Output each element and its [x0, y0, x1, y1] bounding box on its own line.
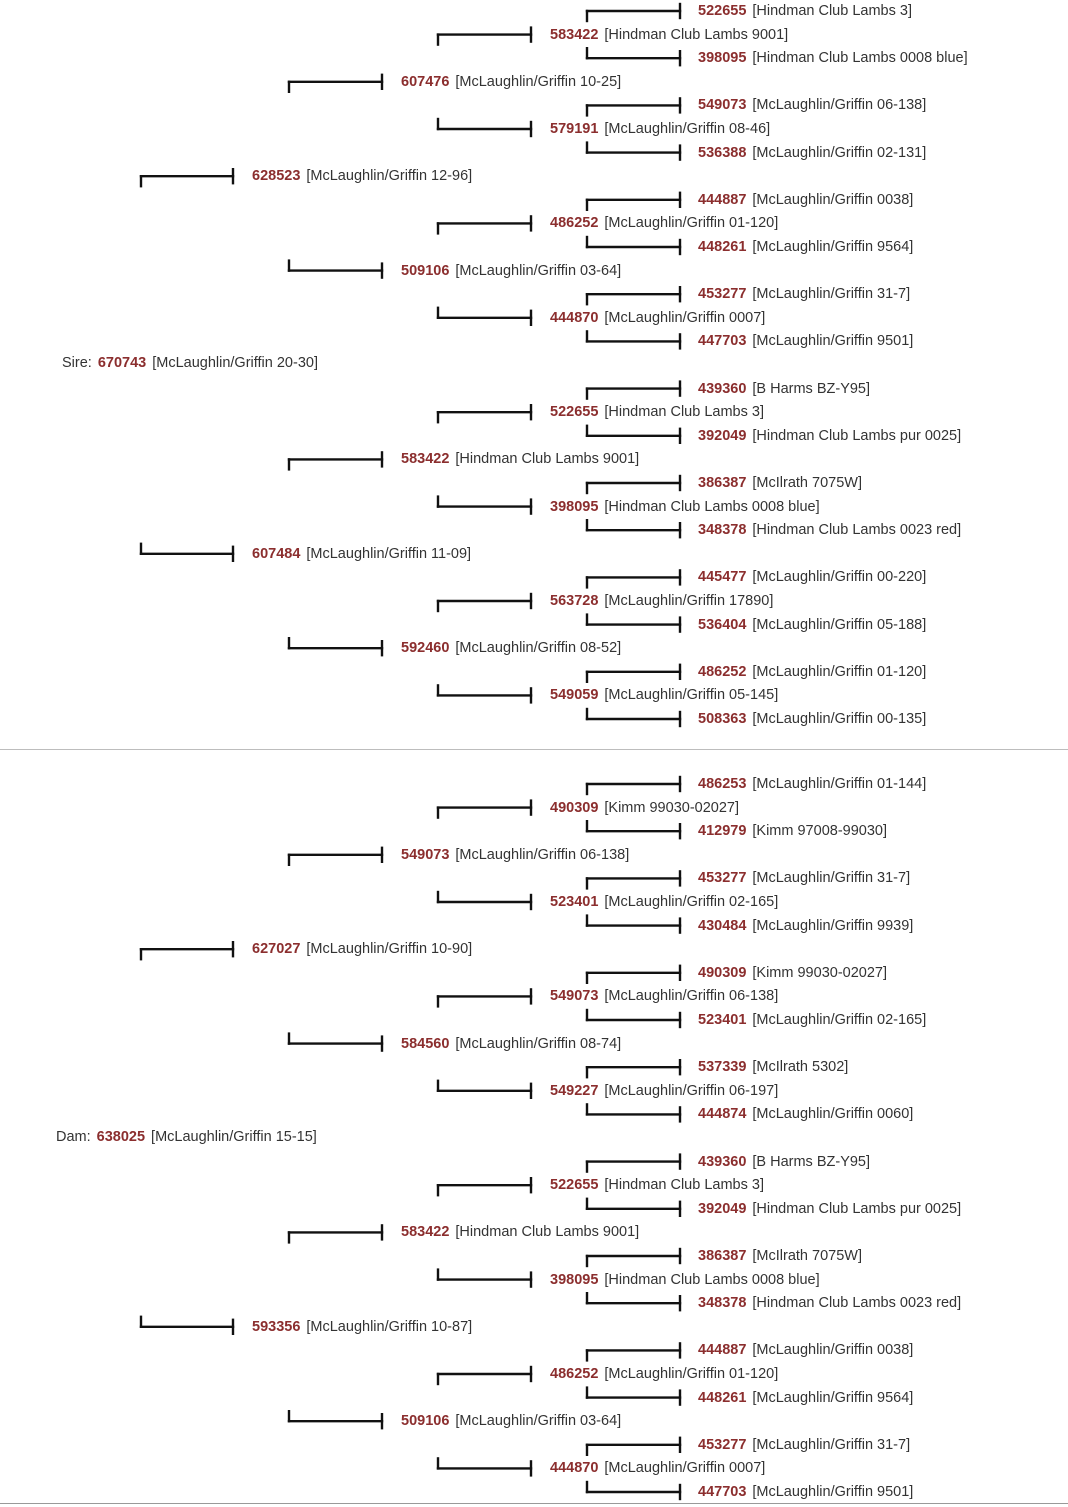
- dam-root: [56, 1127, 317, 1147]
- pedigree-entry: [698, 821, 887, 841]
- animal-name: [McLaughlin/Griffin 08-74]: [455, 1035, 622, 1052]
- pedigree-entry: [550, 986, 778, 1006]
- registration-link[interactable]: 398095: [550, 498, 599, 515]
- animal-name: [McLaughlin/Griffin 9501]: [752, 1484, 914, 1500]
- pedigree-entry: [550, 892, 778, 912]
- registration-link[interactable]: 445477: [698, 569, 747, 586]
- registration-link[interactable]: 398095: [550, 1271, 599, 1288]
- pedigree-entry: [550, 798, 739, 818]
- animal-name: [Kimm 99030-02027]: [752, 964, 887, 981]
- pedigree-entry: [698, 95, 926, 115]
- pedigree-entry: [698, 237, 913, 257]
- animal-name: [McLaughlin/Griffin 06-138]: [455, 846, 630, 863]
- pedigree-entry: [698, 1246, 862, 1266]
- animal-name: [Hindman Club Lambs 0008 blue]: [604, 498, 820, 515]
- registration-link[interactable]: 430484: [698, 917, 747, 934]
- animal-name: [McLaughlin/Griffin 01-120]: [604, 1366, 779, 1382]
- animal-name: [McLaughlin/Griffin 0007]: [604, 1460, 766, 1477]
- animal-name: [Kimm 97008-99030]: [752, 823, 887, 840]
- animal-name: [McLaughlin/Griffin 03-64]: [455, 262, 622, 279]
- pedigree-entry: [698, 1293, 961, 1313]
- pedigree-entry: [698, 1, 912, 21]
- pedigree-entry: [401, 1411, 621, 1431]
- animal-name: [Hindman Club Lambs pur 0025]: [752, 1200, 962, 1217]
- registration-link[interactable]: 348378: [698, 522, 747, 539]
- animal-name: [McIlrath 7075W]: [752, 475, 862, 491]
- animal-name: [McLaughlin/Griffin 08-46]: [604, 121, 771, 137]
- pedigree-entry: [698, 379, 870, 399]
- sire-root: [62, 353, 318, 373]
- registration-link[interactable]: 583422: [550, 26, 599, 43]
- section-divider: [0, 749, 1068, 750]
- pedigree-entry: [698, 868, 910, 888]
- dam-registration-link[interactable]: 638025: [96, 1129, 146, 1145]
- animal-name: [McLaughlin/Griffin 0007]: [604, 309, 766, 326]
- registration-link[interactable]: 392049: [698, 1200, 747, 1217]
- registration-link[interactable]: 563728: [550, 593, 599, 609]
- animal-name: [McIlrath 7075W]: [752, 1248, 862, 1264]
- registration-link[interactable]: 439360: [698, 380, 747, 397]
- animal-name: [McLaughlin/Griffin 9564]: [752, 1389, 914, 1406]
- pedigree-entry: [401, 1034, 621, 1054]
- animal-name: [McLaughlin/Griffin 00-220]: [752, 569, 927, 586]
- animal-name: [McLaughlin/Griffin 0038]: [752, 191, 914, 208]
- pedigree-entry: [550, 591, 773, 611]
- pedigree-entry: [698, 1152, 870, 1172]
- animal-name: [Hindman Club Lambs pur 0025]: [752, 427, 962, 444]
- pedigree-entry: [401, 261, 621, 281]
- animal-name: [McLaughlin/Griffin 11-09]: [306, 545, 472, 562]
- registration-link[interactable]: 523401: [698, 1012, 747, 1028]
- pedigree-entry: [550, 685, 778, 705]
- registration-link[interactable]: 444887: [698, 1342, 747, 1359]
- pedigree-entry: [252, 939, 472, 959]
- pedigree-entry: [550, 1270, 820, 1290]
- animal-name: [McLaughlin/Griffin 9939]: [752, 917, 914, 934]
- pedigree-entry: [550, 1458, 765, 1478]
- pedigree-entry: [698, 1435, 910, 1455]
- pedigree-entry: [252, 1317, 472, 1337]
- registration-link[interactable]: 439360: [698, 1153, 747, 1170]
- animal-name: [McLaughlin/Griffin 17890]: [604, 593, 774, 609]
- animal-name: [Hindman Club Lambs 3]: [604, 404, 764, 421]
- pedigree-entry: [698, 615, 926, 635]
- pedigree-entry: [401, 449, 639, 469]
- registration-link[interactable]: 386387: [698, 475, 747, 491]
- pedigree-entry: [401, 1222, 639, 1242]
- registration-link[interactable]: 583422: [401, 1224, 450, 1241]
- animal-name: [McLaughlin/Griffin 02-165]: [752, 1012, 927, 1028]
- animal-name: [McLaughlin/Griffin 10-90]: [306, 941, 473, 958]
- registration-link[interactable]: 486253: [698, 776, 747, 792]
- registration-link[interactable]: 392049: [698, 427, 747, 444]
- registration-link[interactable]: 453277: [698, 870, 747, 887]
- registration-link[interactable]: 579191: [550, 121, 599, 137]
- pedigree-entry: [698, 774, 926, 794]
- animal-name: [McLaughlin/Griffin 03-64]: [455, 1413, 622, 1430]
- pedigree-entry: [550, 1081, 778, 1101]
- animal-name: [B Harms BZ-Y95]: [752, 1153, 871, 1170]
- animal-name: [Hindman Club Lambs 3]: [604, 1177, 764, 1194]
- registration-link[interactable]: 549073: [401, 846, 450, 863]
- pedigree-entry: [698, 1057, 848, 1077]
- pedigree-entry: [401, 638, 621, 658]
- pedigree-entry: [698, 48, 968, 68]
- animal-name: [McLaughlin/Griffin 06-197]: [604, 1082, 779, 1099]
- registration-link[interactable]: 348378: [698, 1295, 747, 1312]
- pedigree-entry: [252, 166, 472, 186]
- animal-name: [Hindman Club Lambs 9001]: [455, 1224, 640, 1241]
- animal-name: [Hindman Club Lambs 0023 red]: [752, 1295, 962, 1312]
- registration-link[interactable]: 453277: [698, 1436, 747, 1453]
- registration-link[interactable]: 453277: [698, 286, 747, 303]
- registration-link[interactable]: 398095: [698, 50, 747, 67]
- pedigree-entry: [698, 662, 926, 682]
- animal-name: [McLaughlin/Griffin 00-135]: [752, 711, 927, 727]
- registration-link[interactable]: 444870: [550, 309, 599, 326]
- registration-link[interactable]: 444870: [550, 1460, 599, 1477]
- dam-label: Dam:: [56, 1129, 91, 1145]
- animal-name: [McLaughlin/Griffin 05-188]: [752, 616, 927, 633]
- registration-link[interactable]: 509106: [401, 1413, 450, 1430]
- pedigree-entry: [698, 1010, 926, 1030]
- registration-link[interactable]: 607476: [401, 73, 450, 90]
- pedigree-entry: [698, 426, 961, 446]
- animal-name: [McLaughlin/Griffin 31-7]: [752, 1436, 911, 1453]
- registration-link[interactable]: 486252: [550, 215, 599, 232]
- animal-name: [Hindman Club Lambs 0023 red]: [752, 522, 962, 539]
- pedigree-entry: [698, 1388, 913, 1408]
- pedigree-entry: [698, 520, 961, 540]
- pedigree-entry: [550, 1364, 778, 1384]
- animal-name: [McIlrath 5302]: [752, 1059, 849, 1076]
- animal-name: [McLaughlin/Griffin 0060]: [752, 1106, 914, 1123]
- pedigree-entry: [698, 190, 913, 210]
- registration-link[interactable]: 412979: [698, 823, 747, 840]
- registration-link[interactable]: 593356: [252, 1318, 301, 1335]
- pedigree-entry: [698, 473, 862, 493]
- animal-name: [McLaughlin/Griffin 9564]: [752, 239, 914, 255]
- sire-name: [McLaughlin/Griffin 20-30]: [152, 355, 318, 371]
- pedigree-entry: [698, 1340, 913, 1360]
- pedigree-entry: [698, 1482, 913, 1502]
- pedigree-entry: [401, 72, 621, 92]
- registration-link[interactable]: 627027: [252, 941, 301, 958]
- animal-name: [McLaughlin/Griffin 08-52]: [455, 640, 622, 657]
- animal-name: [McLaughlin/Griffin 01-120]: [752, 663, 927, 680]
- pedigree-entry: [698, 1104, 913, 1124]
- registration-link[interactable]: 549059: [550, 687, 599, 704]
- registration-link[interactable]: 584560: [401, 1035, 450, 1052]
- animal-name: [Kimm 99030-02027]: [604, 799, 739, 816]
- registration-link[interactable]: 444887: [698, 191, 747, 208]
- animal-name: [McLaughlin/Griffin 12-96]: [306, 168, 473, 185]
- registration-link[interactable]: 536404: [698, 616, 747, 633]
- animal-name: [McLaughlin/Griffin 06-138]: [752, 97, 927, 114]
- registration-link[interactable]: 549227: [550, 1082, 599, 1099]
- pedigree-entry: [550, 25, 788, 45]
- pedigree-entry: [550, 402, 764, 422]
- pedigree-entry: [698, 567, 926, 587]
- animal-name: [Hindman Club Lambs 9001]: [455, 451, 640, 468]
- registration-link[interactable]: 508363: [698, 711, 747, 727]
- animal-name: [McLaughlin/Griffin 01-144]: [752, 776, 927, 792]
- animal-name: [B Harms BZ-Y95]: [752, 380, 871, 397]
- pedigree-entry: [550, 1175, 764, 1195]
- pedigree-entry: [698, 331, 913, 351]
- registration-link[interactable]: 522655: [698, 3, 747, 19]
- registration-link[interactable]: 486252: [550, 1366, 599, 1382]
- animal-name: [McLaughlin/Griffin 10-25]: [455, 73, 622, 90]
- animal-name: [McLaughlin/Griffin 05-145]: [604, 687, 779, 704]
- registration-link[interactable]: 607484: [252, 545, 301, 562]
- pedigree-entry: [550, 497, 820, 517]
- pedigree-entry: [698, 709, 926, 729]
- dam-name: [McLaughlin/Griffin 15-15]: [151, 1129, 317, 1145]
- animal-name: [McLaughlin/Griffin 10-87]: [306, 1318, 473, 1335]
- pedigree-entry: [252, 544, 471, 564]
- animal-name: [Hindman Club Lambs 0008 blue]: [752, 50, 968, 67]
- registration-link[interactable]: 486252: [698, 663, 747, 680]
- registration-link[interactable]: 536388: [698, 144, 747, 161]
- registration-link[interactable]: 522655: [550, 1177, 599, 1194]
- registration-link[interactable]: 444874: [698, 1106, 747, 1123]
- animal-name: [Hindman Club Lambs 0008 blue]: [604, 1271, 820, 1288]
- registration-link[interactable]: 583422: [401, 451, 450, 468]
- bottom-border: [0, 1503, 1068, 1504]
- pedigree-entry: [698, 284, 910, 304]
- animal-name: [McLaughlin/Griffin 02-165]: [604, 894, 779, 910]
- registration-link[interactable]: 386387: [698, 1248, 747, 1264]
- registration-link[interactable]: 592460: [401, 640, 450, 657]
- animal-name: [McLaughlin/Griffin 9501]: [752, 333, 914, 350]
- pedigree-entry: [698, 1199, 961, 1219]
- pedigree-entry: [550, 308, 765, 328]
- animal-name: [Hindman Club Lambs 3]: [752, 3, 912, 19]
- pedigree-entry: [698, 963, 887, 983]
- animal-name: [McLaughlin/Griffin 01-120]: [604, 215, 779, 232]
- registration-link[interactable]: 490309: [698, 964, 747, 981]
- registration-link[interactable]: 509106: [401, 262, 450, 279]
- registration-link[interactable]: 447703: [698, 333, 747, 350]
- registration-link[interactable]: 549073: [698, 97, 747, 114]
- animal-name: [McLaughlin/Griffin 02-131]: [752, 144, 927, 161]
- sire-label: Sire:: [62, 355, 92, 371]
- pedigree-entry: [550, 119, 770, 139]
- registration-link[interactable]: 523401: [550, 894, 599, 910]
- pedigree-entry: [698, 143, 926, 163]
- registration-link[interactable]: 448261: [698, 1389, 747, 1406]
- sire-registration-link[interactable]: 670743: [97, 355, 147, 371]
- animal-name: [McLaughlin/Griffin 31-7]: [752, 286, 911, 303]
- pedigree-entry: [401, 845, 629, 865]
- registration-link[interactable]: 448261: [698, 239, 747, 255]
- registration-link[interactable]: 628523: [252, 168, 301, 185]
- pedigree-entry: [698, 916, 913, 936]
- registration-link[interactable]: 447703: [698, 1484, 747, 1500]
- animal-name: [Hindman Club Lambs 9001]: [604, 26, 789, 43]
- registration-link[interactable]: 549073: [550, 988, 599, 1005]
- animal-name: [McLaughlin/Griffin 0038]: [752, 1342, 914, 1359]
- pedigree-entry: [550, 213, 778, 233]
- animal-name: [McLaughlin/Griffin 31-7]: [752, 870, 911, 887]
- registration-link[interactable]: 537339: [698, 1059, 747, 1076]
- animal-name: [McLaughlin/Griffin 06-138]: [604, 988, 779, 1005]
- registration-link[interactable]: 522655: [550, 404, 599, 421]
- registration-link[interactable]: 490309: [550, 799, 599, 816]
